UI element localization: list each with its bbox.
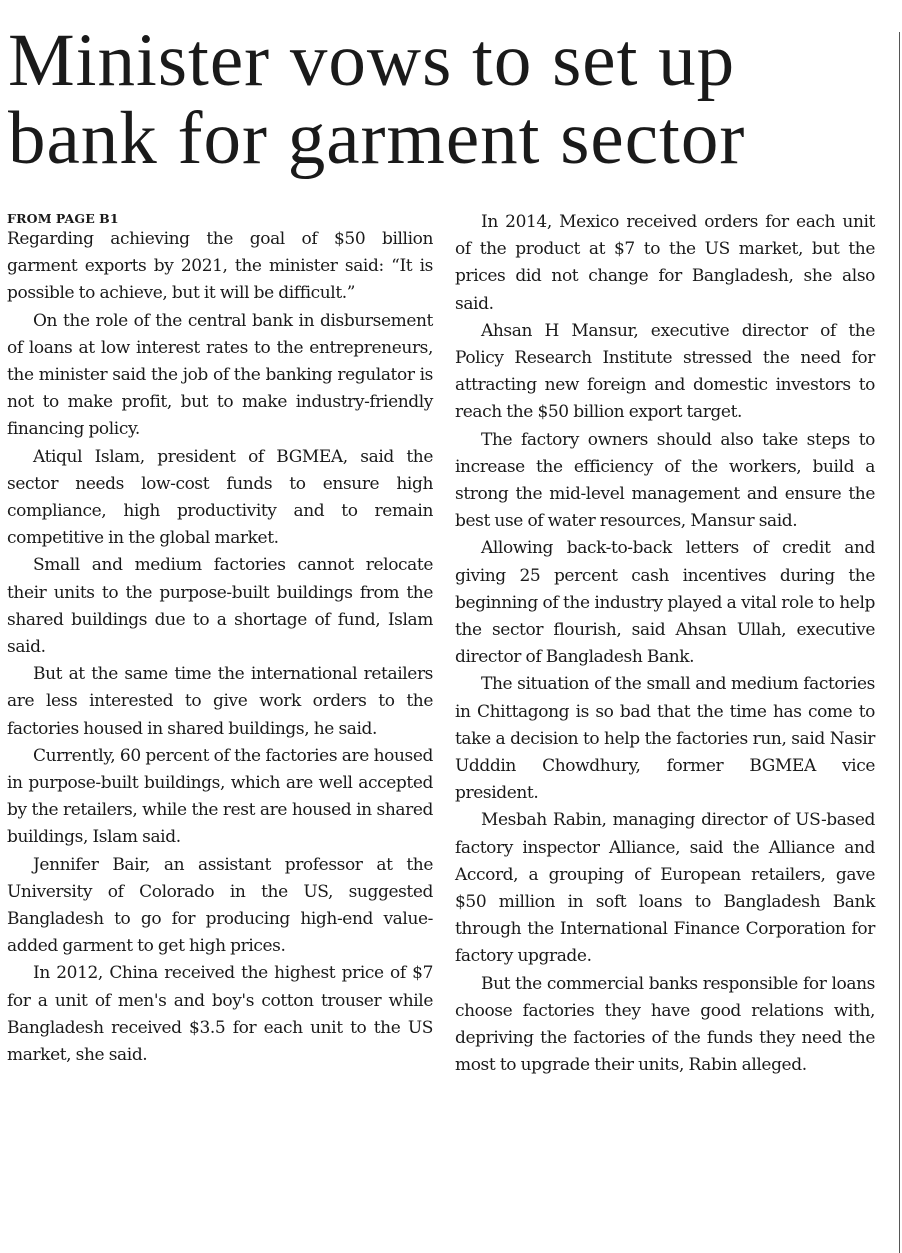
- paragraph: On the role of the central bank in disbursement of loans at low interest rates to the entrepreneurs, the minister said the job of the banking regulator is not to make profit, but to make industry-friendly financing policy.: [7, 310, 433, 440]
- paragraph: Mesbah Rabin, managing director of US-based factory inspector Alliance, said the Alliance and Accord, a grouping of European retailers, gave $50 million in soft loans to Bangladesh Bank through the International Finance Corporation for factory upgrade.: [455, 810, 875, 967]
- headline: Minister vows to set up bank for garment sector: [8, 19, 746, 180]
- paragraph: In 2014, Mexico received orders for each unit of the product at $7 to the US market, but the prices did not change for Bangladesh, she also said.: [455, 212, 875, 314]
- paragraph: But the commercial banks responsible for loans choose factories they have good relations with, depriving the factories of the funds they need the most to upgrade their units, Rabin alleged.: [455, 973, 875, 1076]
- paragraph: Currently, 60 percent of the factories are housed in purpose-built buildings, which are well accepted by the retailers, while the rest are housed in shared buildings, Islam said.: [7, 745, 433, 848]
- paragraph: Ahsan H Mansur, executive director of the Policy Research Institute stressed the need for attracting new foreign and domestic investors to reach the $50 billion export target.: [455, 320, 875, 423]
- paragraph: The situation of the small and medium factories in Chittagong is so bad that the time has come to take a decision to help the factories run, said Nasir Udddin Chowdhury, former BGMEA vice president.: [455, 674, 875, 804]
- article-column-right: [455, 209, 875, 1080]
- paragraph: In 2012, China received the highest price of $7 for a unit of men's and boy's cotton trouser while Bangladesh received $3.5 for each unit to the US market, she said.: [7, 963, 433, 1066]
- article-column-left: [7, 210, 433, 1069]
- column-rule: [899, 32, 900, 1253]
- byline: FROM PAGE B1: [7, 211, 119, 226]
- paragraph: The factory owners should also take steps to increase the efficiency of the workers, build a strong the mid-level management and ensure the best use of water resources, Mansur said.: [455, 429, 875, 532]
- paragraph: Regarding achieving the goal of $50 billion garment exports by 2021, the minister said: “It is possible to achieve, but it will be difficult.”: [7, 229, 433, 304]
- paragraph: Jennifer Bair, an assistant professor at the University of Colorado in the US, suggested Bangladesh to go for producing high-end value-added garment to get high prices.: [7, 854, 433, 957]
- paragraph: Small and medium factories cannot relocate their units to the purpose-built buildings from the shared buildings due to a shortage of fund, Islam said.: [7, 555, 433, 658]
- paragraph: Atiqul Islam, president of BGMEA, said the sector needs low-cost funds to ensure high compliance, high productivity and to remain competitive in the global market.: [7, 446, 433, 549]
- paragraph: Allowing back-to-back letters of credit and giving 25 percent cash incentives during the beginning of the industry played a vital role to help the sector flourish, said Ahsan Ullah, executive director of Bangladesh Bank.: [455, 538, 875, 668]
- paragraph: But at the same time the international retailers are less interested to give work orders to the factories housed in shared buildings, he said.: [7, 664, 433, 739]
